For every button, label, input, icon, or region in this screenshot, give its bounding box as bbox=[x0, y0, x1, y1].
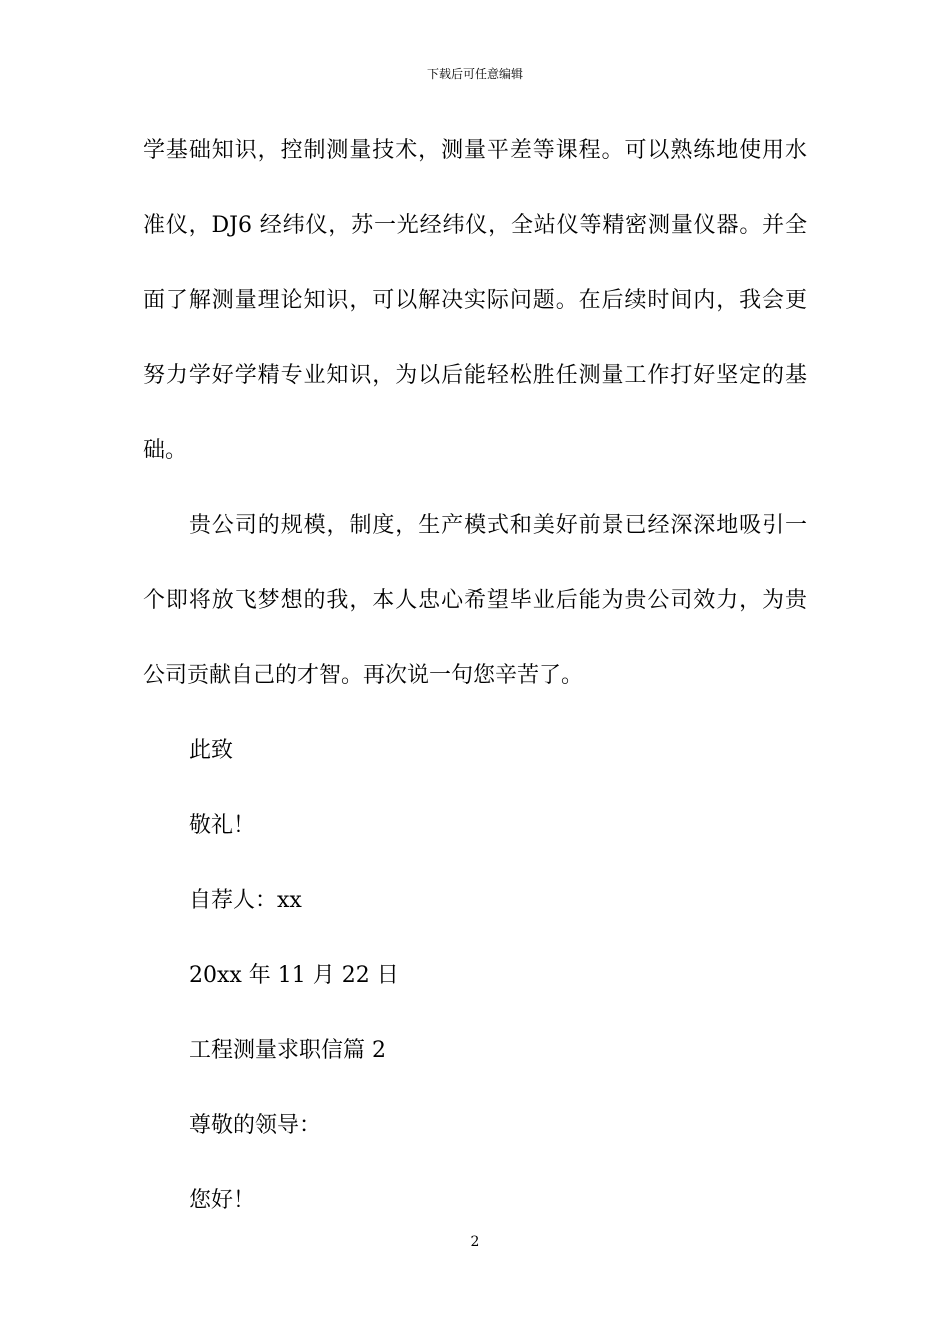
greeting-text: 尊敬的领导： bbox=[189, 1113, 322, 1138]
body-line: 础。 bbox=[143, 438, 188, 463]
date-text: 20xx 年 11 月 22 日 bbox=[189, 963, 399, 988]
body-line: 准仪，DJ6 经纬仪，苏一光经纬仪，全站仪等精密测量仪器。并全 bbox=[143, 213, 807, 238]
body-line: 个即将放飞梦想的我，本人忠心希望毕业后能为贵公司效力，为贵 bbox=[143, 588, 807, 613]
closing-text: 此致 bbox=[189, 738, 234, 763]
body-line: 努力学好学精专业知识，为以后能轻松胜任测量工作打好坚定的基 bbox=[143, 363, 807, 388]
salute-text: 敬礼！ bbox=[189, 813, 256, 838]
section-title: 工程测量求职信篇 2 bbox=[189, 1038, 386, 1063]
body-line: 公司贡献自己的才智。再次说一句您辛苦了。 bbox=[143, 663, 584, 688]
hello-text: 您好！ bbox=[189, 1188, 256, 1213]
body-line: 贵公司的规模，制度，生产模式和美好前景已经深深地吸引一 bbox=[189, 513, 807, 538]
page-number: 2 bbox=[470, 1234, 480, 1250]
body-line: 学基础知识，控制测量技术，测量平差等课程。可以熟练地使用水 bbox=[143, 138, 807, 163]
body-line: 面了解测量理论知识，可以解决实际问题。在后续时间内，我会更 bbox=[143, 288, 807, 313]
signer-text: 自荐人：xx bbox=[189, 888, 302, 913]
page-header: 下载后可任意编辑 bbox=[426, 67, 523, 81]
